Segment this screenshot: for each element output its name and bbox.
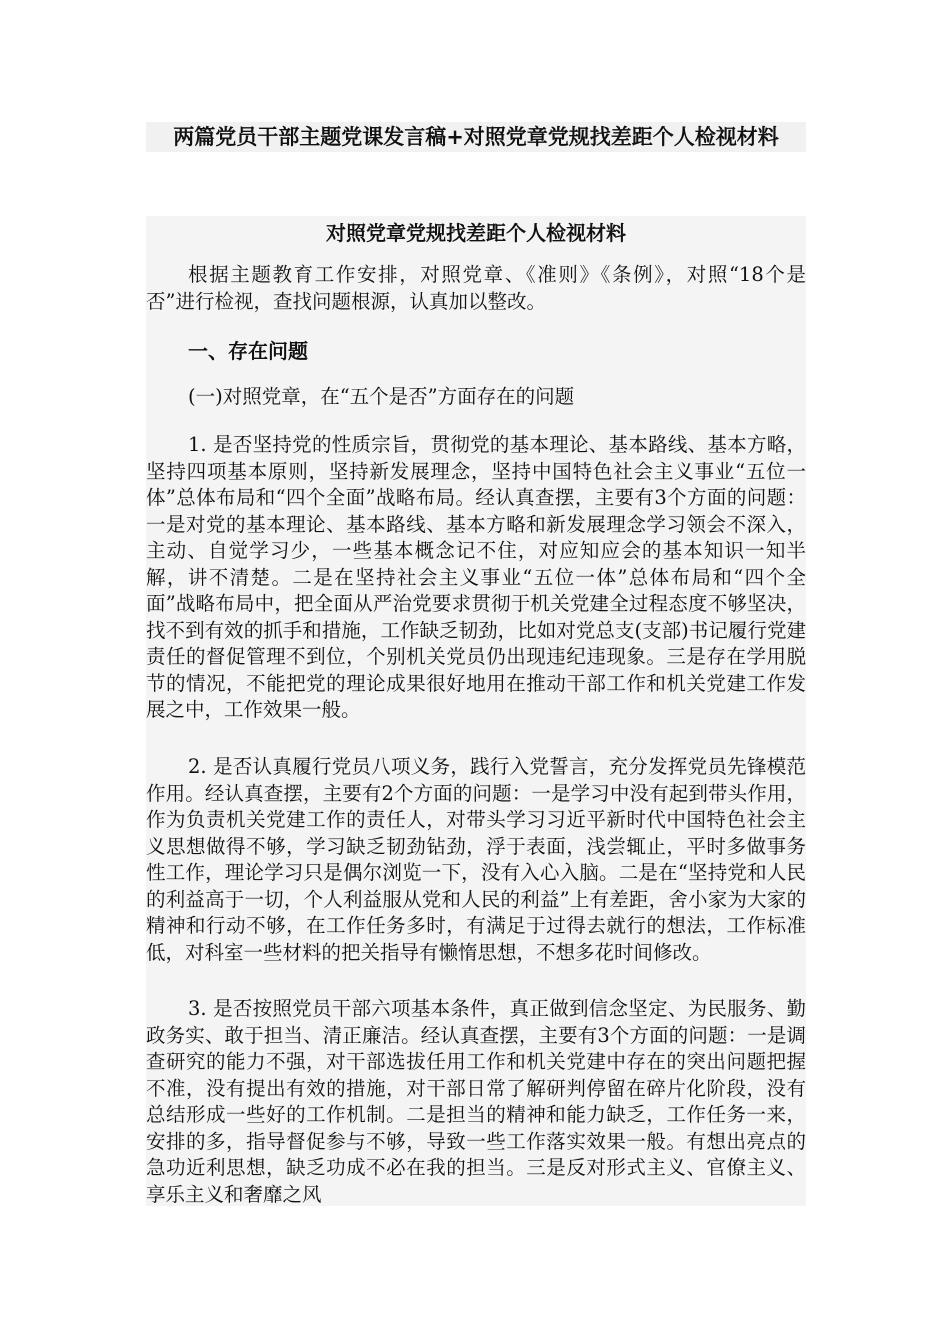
- heading-existing-problems: 一、存在问题: [188, 339, 308, 363]
- section-title: 对照党章党规找差距个人检视材料: [326, 221, 626, 245]
- document-title: 两篇党员干部主题党课发言稿+对照党章党规找差距个人检视材料: [146, 122, 806, 152]
- subheading-party-constitution: (一)对照党章，在“五个是否”方面存在的问题: [188, 385, 575, 408]
- problem-item-3: 3. 是否按照党员干部六项基本条件，真正做到信念坚定、为民服务、勤政务实、敢于担当、清正廉洁。经认真查摆，主要有3个方面的问题：一是调查研究的能力不强，对干部选拔任用工作和机关党建中存在的突出问题把握不准，没有提出有效的措施，对干部日常了解研判停留在碎片化阶段，没有总结形成一些好的工作机制。二是担当的精神和能力缺乏，工作任务一来，安排的多，指导督促参与不够，导致一些工作落实效果一般。有想出亮点的急功近利思想，缺乏功成不必在我的担当。三是反对形式主义、官僚主义、享乐主义和奢靡之风: [146, 997, 806, 1206]
- problem-item-2: 2. 是否认真履行党员八项义务，践行入党誓言，充分发挥党员先锋模范作用。经认真查摆，主要有2个方面的问题：一是学习中没有起到带头作用，作为负责机关党建工作的责任人，对带头学习习近平新时代中国特色社会主义思想做得不够，学习缺乏韧劲钻劲，浮于表面，浅尝辄止，平时多做事务性工作，理论学习只是偶尔浏览一下，没有入心入脑。二是在“坚持党和人民的利益高于一切，个人利益服从党和人民的利益”上有差距，舍小家为大家的精神和行动不够，在工作任务多时，有满足于过得去就行的想法，工作标准低，对科室一些材料的把关指导有懒惰思想，不想多花时间修改。: [146, 755, 806, 964]
- problem-item-1: 1. 是否坚持党的性质宗旨，贯彻党的基本理论、基本路线、基本方略，坚持四项基本原则，坚持新发展理念，坚持中国特色社会主义事业“五位一体”总体布局和“四个全面”战略布局。经认真查摆，主要有3个方面的问题：一是对党的基本理论、基本路线、基本方略和新发展理念学习领会不深入，主动、自觉学习少，一些基本概念记不住，对应知应会的基本知识一知半解，讲不清楚。二是在坚持社会主义事业“五位一体”总体布局和“四个全面”战略布局中，把全面从严治党要求贯彻于机关党建全过程态度不够坚决，找不到有效的抓手和措施，工作缺乏韧劲，比如对党总支(支部)书记履行党建责任的督促管理不到位，个别机关党员仍出现违纪违现象。三是存在学用脱节的情况，不能把党的理论成果很好地用在推动干部工作和机关党建工作发展之中，工作效果一般。: [146, 433, 806, 721]
- intro-paragraph: 根据主题教育工作安排，对照党章、《准则》《条例》，对照“18个是否”进行检视，查找问题根源，认真加以整改。: [146, 263, 806, 313]
- document-body: [146, 216, 806, 1206]
